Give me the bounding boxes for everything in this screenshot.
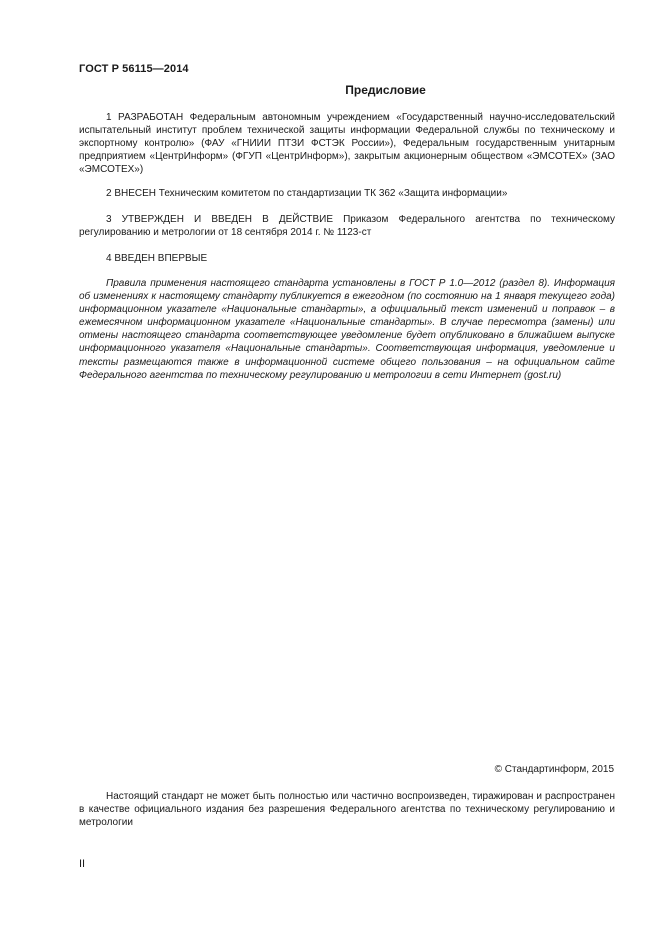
paragraph-first-introduced: 4 ВВЕДЕН ВПЕРВЫЕ [106, 253, 208, 264]
paragraph-introduced-by: 2 ВНЕСЕН Техническим комитетом по стандартизации ТК 362 «Защита информации» [106, 188, 508, 199]
copyright: © Стандартинформ, 2015 [494, 764, 614, 775]
page-number: II [79, 858, 86, 870]
paragraph-developed-by: 1 РАЗРАБОТАН Федеральным автономным учреждением «Государственный научно-исследовательский испытательный институт проблем технической защиты информации Федеральной службы по техническому и экспортному контролю» (ФАУ «ГНИИИ ПТЗИ ФСТЭК России»), Федеральным государственным унитарным предприятием «ЦентрИнформ» (ФГУП «ЦентрИнформ»), закрытым акционерным обществом «ЭМСОТЕХ» (ЗАО «ЭМСОТЕХ») [79, 112, 615, 176]
page-title: Предисловие [345, 83, 426, 97]
reproduction-notice: Настоящий стандарт не может быть полностью или частично воспроизведен, тиражирован и распространен в качестве официального издания без разрешения Федерального агентства по техническому регулированию и метрологии [79, 791, 615, 829]
standard-code: ГОСТ Р 56115—2014 [79, 63, 189, 75]
rules-note: Правила применения настоящего стандарта установлены в ГОСТ Р 1.0—2012 (раздел 8). Информация об изменениях к настоящему стандарту публикуется в ежегодном (по состоянию на 1 января текущего года) информационном указателе «Национальные стандарты», а официальный текст изменений и поправок – в ежемесячном информационном указателе «Национальные стандарты». В случае пересмотра (замены) или отмены настоящего стандарта соответствующее уведомление будет опубликовано в ближайшем выпуске информационного указателя «Национальные стандарты». Соответствующая информация, уведомление и тексты размещаются также в информационной системе общего пользования – на официальном сайте Федерального агентства по техническому регулированию и метрологии в сети Интернет (gost.ru) [79, 278, 615, 381]
paragraph-approved: 3 УТВЕРЖДЕН И ВВЕДЕН В ДЕЙСТВИЕ Приказом Федерального агентства по техническому регулированию и метрологии от 18 сентября 2014 г. № 1123-ст [79, 214, 615, 239]
